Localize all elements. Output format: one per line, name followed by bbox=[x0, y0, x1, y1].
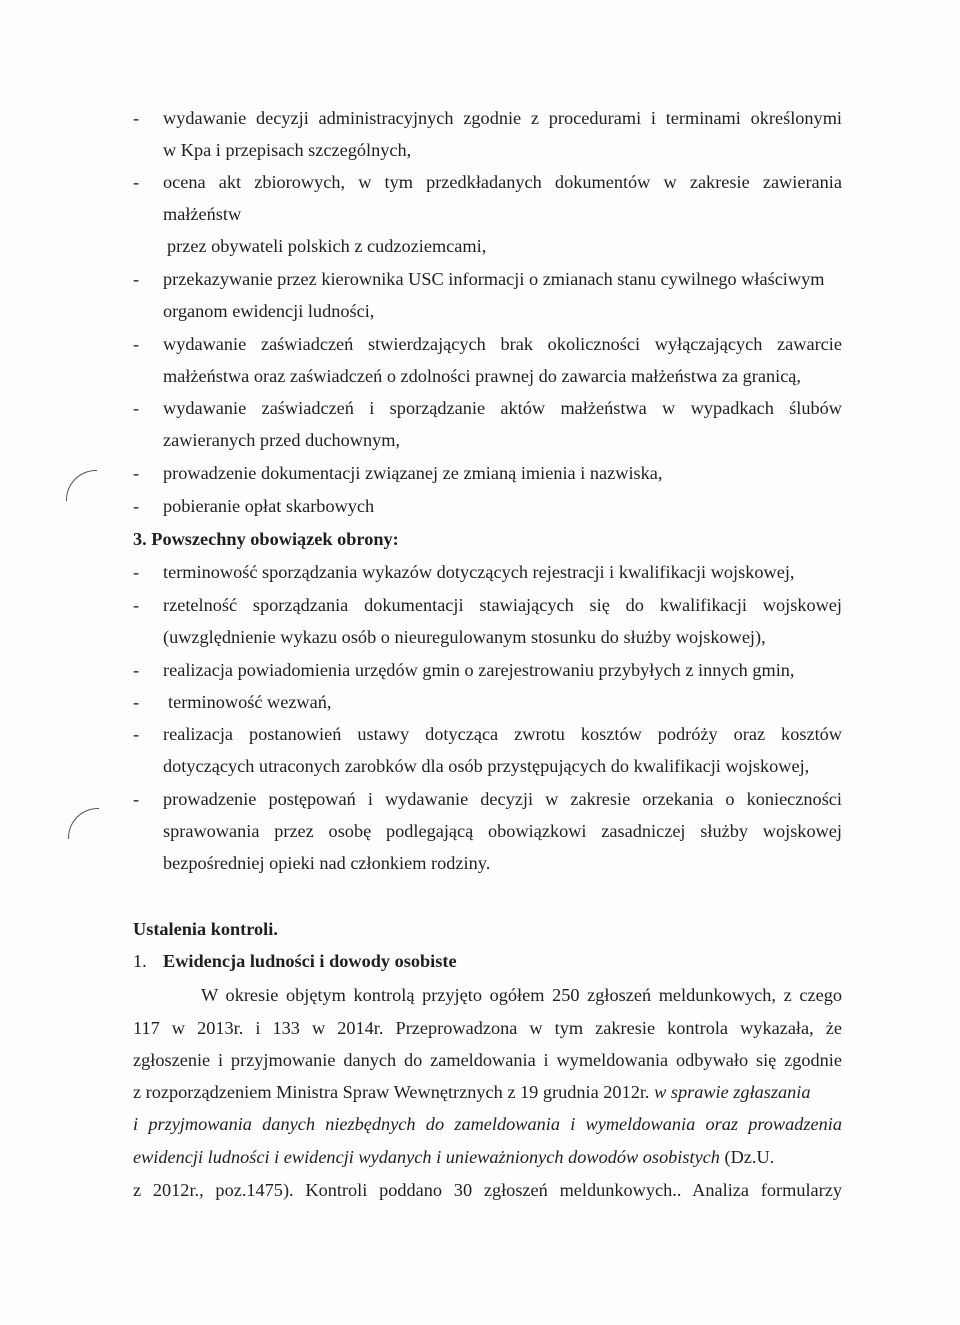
list-dash: - bbox=[133, 562, 140, 582]
list-item-continuation: organom ewidencji ludności, bbox=[163, 301, 375, 321]
list-item: ocena akt zbiorowych, w tym przedkładanych dokumentów w zakresie zawierania bbox=[163, 172, 842, 192]
regulation-title: w sprawie zgłaszania bbox=[654, 1082, 811, 1102]
list-item: przekazywanie przez kierownika USC informacji o zmianach stanu cywilnego właściwym bbox=[163, 269, 825, 289]
list-dash: - bbox=[133, 108, 140, 128]
list-dash: - bbox=[133, 398, 140, 418]
list-item: terminowość sporządzania wykazów dotyczących rejestracji i kwalifikacji wojskowej, bbox=[163, 562, 795, 582]
paragraph-line bbox=[133, 1081, 842, 1103]
list-item-continuation: bezpośredniej opieki nad członkiem rodziny. bbox=[163, 853, 491, 873]
list-item-continuation: sprawowania przez osobę podlegającą obowiązkowi zasadniczej służby wojskowej bbox=[163, 821, 842, 841]
list-dash: - bbox=[133, 334, 140, 354]
list-item: pobieranie opłat skarbowych bbox=[163, 496, 375, 516]
paragraph-line: 117 w 2013r. i 133 w 2014r. Przeprowadzona w tym zakresie kontrola wykazała, że bbox=[133, 1018, 842, 1038]
section-heading: 3. Powszechny obowiązek obrony: bbox=[133, 529, 399, 549]
margin-mark bbox=[68, 808, 99, 839]
paragraph-line: W okresie objętym kontrolą przyjęto ogółem 250 zgłoszeń meldunkowych, z czego bbox=[201, 985, 842, 1005]
list-item: realizacja postanowień ustawy dotycząca zwrotu kosztów podróży oraz kosztów bbox=[163, 724, 842, 744]
list-item: wydawanie zaświadczeń i sporządzanie aktów małżeństwa w wypadkach ślubów bbox=[163, 398, 842, 418]
list-item: wydawanie decyzji administracyjnych zgodnie z procedurami i terminami określonymi bbox=[163, 108, 842, 128]
list-item-continuation: przez obywateli polskich z cudzoziemcami, bbox=[167, 236, 487, 256]
list-item: rzetelność sporządzania dokumentacji stawiających się do kwalifikacji wojskowej bbox=[163, 595, 842, 615]
list-dash: - bbox=[133, 269, 140, 289]
list-item-continuation: w Kpa i przepisach szczególnych, bbox=[163, 140, 412, 160]
list-dash: - bbox=[133, 463, 140, 483]
list-dash: - bbox=[133, 496, 140, 516]
section-title: Ewidencja ludności i dowody osobiste bbox=[163, 951, 457, 971]
list-dash: - bbox=[133, 692, 140, 712]
regulation-title: i przyjmowania danych niezbędnych do zameldowania i wymeldowania oraz prowadzenia bbox=[133, 1114, 842, 1134]
list-item: terminowość wezwań, bbox=[168, 692, 332, 712]
paragraph-text: (Dz.U. bbox=[719, 1147, 775, 1167]
paragraph-line: z 2012r., poz.1475). Kontroli poddano 30 zgłoszeń meldunkowych.. Analiza formularzy bbox=[133, 1180, 842, 1200]
paragraph-text: z rozporządzeniem Ministra Spraw Wewnętrznych z 19 grudnia 2012r. bbox=[133, 1082, 655, 1102]
list-item-continuation: (uwzględnienie wykazu osób o nieuregulowanym stosunku do służby wojskowej), bbox=[163, 627, 766, 647]
list-dash: - bbox=[133, 172, 140, 192]
list-item: realizacja powiadomienia urzędów gmin o zarejestrowaniu przybyłych z innych gmin, bbox=[163, 660, 795, 680]
list-item-continuation: zawieranych przed duchownym, bbox=[163, 430, 401, 450]
regulation-title: ewidencji ludności i ewidencji wydanych i unieważnionych dowodów osobistych bbox=[133, 1147, 720, 1167]
list-dash: - bbox=[133, 660, 140, 680]
list-item-continuation: dotyczących utraconych zarobków dla osób przystępujących do kwalifikacji wojskowej, bbox=[163, 756, 810, 776]
paragraph-line: zgłoszenie i przyjmowanie danych do zameldowania i wymeldowania odbywało się zgodnie bbox=[133, 1050, 842, 1070]
list-dash: - bbox=[133, 595, 140, 615]
margin-mark bbox=[66, 470, 97, 501]
list-item: wydawanie zaświadczeń stwierdzających brak okoliczności wyłączających zawarcie bbox=[163, 334, 842, 354]
section-number: 1. bbox=[133, 951, 147, 971]
list-dash: - bbox=[133, 789, 140, 809]
list-item: prowadzenie postępowań i wydawanie decyzji w zakresie orzekania o konieczności bbox=[163, 789, 842, 809]
paragraph-line bbox=[133, 1146, 842, 1168]
list-item-continuation: małżeństw bbox=[163, 204, 242, 224]
list-item: prowadzenie dokumentacji związanej ze zmianą imienia i nazwiska, bbox=[163, 463, 663, 483]
list-dash: - bbox=[133, 724, 140, 744]
findings-heading: Ustalenia kontroli. bbox=[133, 919, 278, 939]
list-item-continuation: małżeństwa oraz zaświadczeń o zdolności prawnej do zawarcia małżeństwa za granicą, bbox=[163, 366, 801, 386]
